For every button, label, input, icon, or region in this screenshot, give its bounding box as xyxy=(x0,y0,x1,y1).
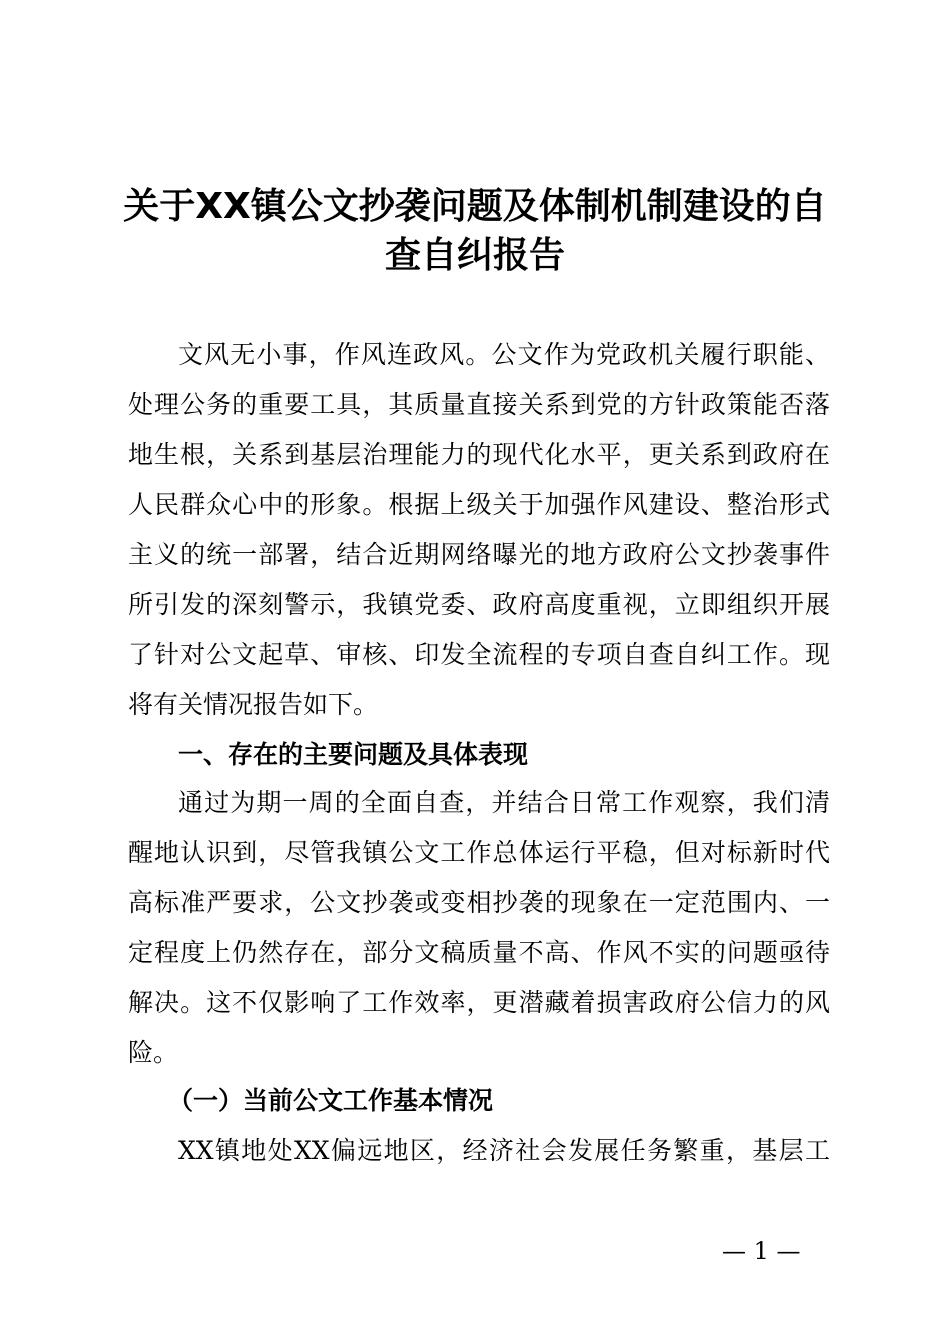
paragraph-2-line: 醒地认识到，尽管我镇公文工作总体运行平稳，但对标新时代 xyxy=(128,838,830,867)
paragraph-1-line: 地生根，关系到基层治理能力的现代化水平，更关系到政府在 xyxy=(128,440,830,469)
document-title-line-2: 查自纠报告 xyxy=(384,235,565,276)
section-heading-1: 一、存在的主要问题及具体表现 xyxy=(178,740,529,769)
paragraph-2-line: 通过为期一周的全面自查，并结合日常工作观察，我们清 xyxy=(178,788,830,817)
subsection-heading-1: （一）当前公文工作基本情况 xyxy=(168,1086,494,1115)
paragraph-1-line: 了针对公文起草、审核、印发全流程的专项自查自纠工作。现 xyxy=(128,640,830,669)
paragraph-1-line: 文风无小事，作风连政风。公文作为党政机关履行职能、 xyxy=(178,340,830,369)
paragraph-3-line: XX镇地处XX偏远地区，经济社会发展任务繁重，基层工 xyxy=(178,1136,830,1165)
page-number: — 1 — xyxy=(722,1237,801,1265)
paragraph-2-line: 解决。这不仅影响了工作效率，更潜藏着损害政府公信力的风 xyxy=(128,988,830,1017)
document-title-line-1: 关于XX镇公文抄袭问题及体制机制建设的自 xyxy=(123,186,827,227)
paragraph-1-line: 将有关情况报告如下。 xyxy=(128,690,379,719)
paragraph-1-line: 所引发的深刻警示，我镇党委、政府高度重视，立即组织开展 xyxy=(128,590,830,619)
paragraph-1-line: 处理公务的重要工具，其质量直接关系到党的方针政策能否落 xyxy=(128,390,830,419)
paragraph-1-line: 人民群众心中的形象。根据上级关于加强作风建设、整治形式 xyxy=(128,490,830,519)
paragraph-2-line: 定程度上仍然存在，部分文稿质量不高、作风不实的问题亟待 xyxy=(128,938,830,967)
paragraph-2-line: 高标准严要求，公文抄袭或变相抄袭的现象在一定范围内、一 xyxy=(128,888,830,917)
paragraph-2-line: 险。 xyxy=(128,1038,179,1067)
paragraph-1-line: 主义的统一部署，结合近期网络曝光的地方政府公文抄袭事件 xyxy=(128,540,830,569)
